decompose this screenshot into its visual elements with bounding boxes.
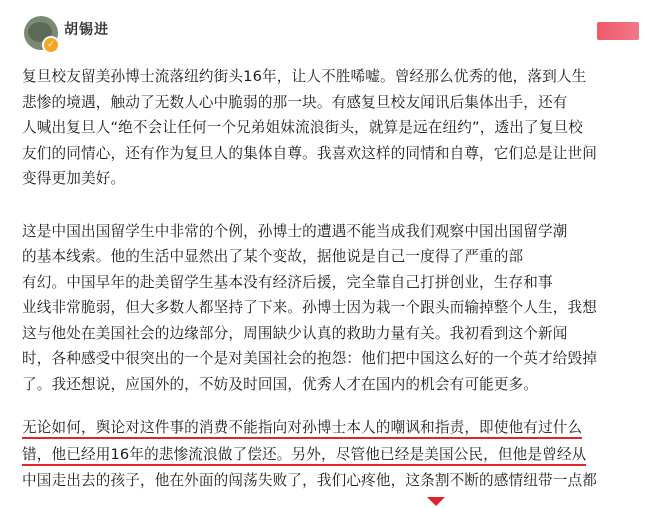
text-line-highlighted <box>22 415 652 442</box>
text-line: 业线非常脆弱，但大多数人都坚持了下来。孙博士因为栽一个跟头而输掉整个人生，我想 <box>22 299 598 316</box>
author-name[interactable]: 胡锡进 <box>64 22 109 38</box>
paragraph-1 <box>22 64 652 192</box>
text-line: 了。我还想说，应国外的，不妨及时回国，优秀人才在国内的机会有可能更多。 <box>22 375 539 393</box>
text-line: 中国走出去的孩子，他在外面的闯荡失败了，我们心疼他，这条割不断的感情纽带一点都 <box>22 472 598 489</box>
text-line: 复旦校友留美孙博士流落纽约街头16年，让人不胜唏嘘。曾经那么优秀的他，落到人生 <box>22 68 587 85</box>
text-line: 时，各种感受中很突出的一个是对美国社会的抱怨：他们把中国这么好的一个英才给毁掉 <box>22 350 598 367</box>
text-line: 这是中国出国留学生中非常的个例，孙博士的遭遇不能当成我们观察中国出国留学潮 <box>22 222 568 240</box>
underlined-text: 无论如何，舆论对这件事的消费不能指向对孙博士本人的嘲讽和指责，即使他有过什么 <box>22 419 582 439</box>
paragraph-2 <box>22 219 652 398</box>
annotation-arrow-icon <box>427 497 445 506</box>
text-line-highlighted <box>22 442 652 469</box>
underlined-text: 错，他已经用16年的悲惨流浪做了偿还。另外，尽管他已经是美国公民，但他是曾经从 <box>22 446 586 466</box>
text-line: 悲惨的境遇，触动了无数人心中脆弱的那一块。有感复旦校友闻讯后集体出手，还有 <box>22 93 568 111</box>
text-line: 有幻。中国早年的赴美留学生基本没有经济后援，完全靠自己打拼创业，生存和事 <box>22 273 553 291</box>
article-body <box>22 64 652 495</box>
text-line: 这与他处在美国社会的边缘部分，周围缺少认真的救助力量有关。我初看到这个新闻 <box>22 324 568 342</box>
text-line: 友们的同情心，还有作为复旦人的集体自尊。我喜欢这样的同情和自尊，它们总是让世间 <box>22 144 598 162</box>
verified-badge-icon: ✓ <box>42 36 60 54</box>
text-line: 人喊出复旦人“绝不会让任何一个兄弟姐妹流浪街头，就算是远在纽约”，透出了复旦校 <box>22 119 583 136</box>
paragraph-3-highlighted <box>22 415 652 495</box>
text-line: 变得更加美好。 <box>22 170 126 187</box>
post-header <box>0 0 670 58</box>
text-line: 的基本线索。他的生活中显然出了某个变故，据他说是自己一度得了严重的部 <box>22 248 524 265</box>
redacted-overlay <box>597 22 639 40</box>
